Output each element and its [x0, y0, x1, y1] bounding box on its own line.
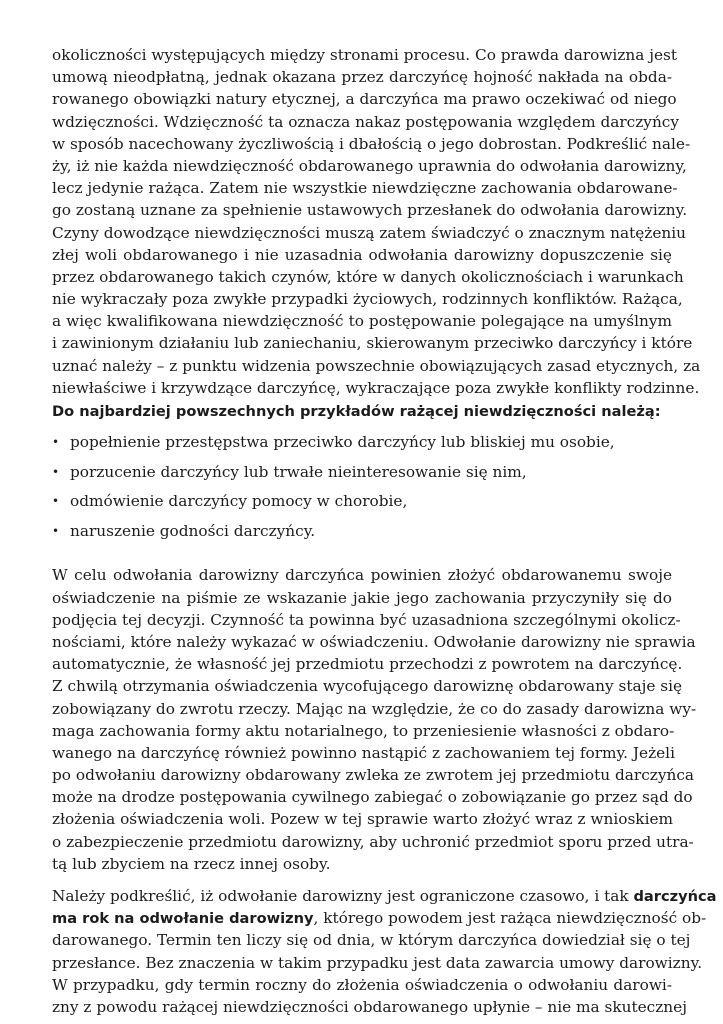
bullet-icon: • [52, 435, 60, 449]
text-line: niewłaściwe i krzywdzące darczyńcę, wykraczające poza zwykłe konflikty rodzinne. [52, 378, 700, 397]
text-line: a więc kwalifikowana niewdzięczność to postępowanie polegające na umyślnym [52, 312, 672, 331]
text-line: przez obdarowanego takich czynów, które w danych okolicznościach i warunkach [52, 267, 684, 286]
text-line: może na drodze postępowania cywilnego zabiegać o zobowiązanie go przez sąd do [52, 788, 693, 807]
paragraph-ingratitude [52, 44, 701, 399]
text-line: złożenia oświadczenia woli. Pozew w tej sprawie warto złożyć wraz z wnioskiem [52, 810, 674, 829]
text-line: przesłance. Bez znaczenia w takim przypadku jest data zawarcia umowy darowizny. [52, 953, 703, 972]
bullet-icon: • [52, 494, 60, 509]
spacer [52, 875, 672, 885]
document-page [52, 44, 717, 1018]
text-line: o zabezpieczenie przedmiotu darowizny, aby uchronić przedmiot sporu przed utra- [52, 832, 694, 851]
text-line [52, 907, 707, 929]
text-line: ży, iż nie każda niewdzięczność obdarowanego uprawnia do odwołania darowizny, [52, 156, 687, 175]
text-line: oświadczenie na piśmie ze wskazanie jakie jego zachowania przyczyniły się do [52, 588, 672, 607]
text-line: tą lub zbyciem na rzecz innej osoby. [52, 854, 331, 873]
text-line: podjęcia tej decyzji. Czynność ta powinna być uzasadniona szczególnymi okolicz- [52, 610, 681, 629]
text-line: okoliczności występujących między stronami procesu. Co prawda darowizna jest [52, 46, 678, 64]
text-line: wdzięczności. Wdzięczność ta oznacza nakaz postępowania względem darczyńcy [52, 112, 680, 131]
bold-phrase: ma rok na odwołanie darowizny [52, 910, 314, 928]
text-line: w sposób nacechowany życzliwością i dbałością o jego dobrostan. Podkreślić nale- [52, 134, 691, 153]
text-line: złej woli obdarowanego i nie uzasadnia odwołania darowizny dopuszczenie się [52, 245, 672, 264]
text-line: maga zachowania formy aktu notarialnego, to przeniesienie własności z obdaro- [52, 721, 675, 740]
examples-heading: Do najbardziej powszechnych przykładów rażącej niewdzięczności należą: [52, 403, 661, 420]
text-line: lecz jedynie rażąca. Zatem nie wszystkie niewdzięczne zachowania obdarowane- [52, 179, 678, 198]
paragraph-revocation [52, 564, 697, 875]
text-line: nościami, które należy wykazać w oświadczeniu. Odwołanie darowizny nie sprawia [52, 632, 696, 651]
text-run: Należy podkreślić, iż odwołanie darowizny jest ograniczone czasowo, i tak [52, 887, 634, 905]
list-item-text: popełnienie przestępstwa przeciwko darczyńcy lub bliskiej mu osobie, [70, 433, 615, 451]
text-line: zny z powodu rażącej niewdzięczności obdarowanego upłynie – nie ma skutecznej [52, 997, 687, 1016]
list-item [52, 487, 672, 517]
text-line: W celu odwołania darowizny darczyńca powinien złożyć obdarowanemu swoje [52, 566, 672, 585]
paragraph-time-limit [52, 885, 717, 1018]
text-line: automatycznie, że własność jej przedmiotu przechodzi z powrotem na darczyńcę. [52, 655, 683, 674]
text-line: go zostaną uznane za spełnienie ustawowych przesłanek do odwołania darowizny. [52, 201, 688, 220]
text-line: zobowiązany do zwrotu rzeczy. Mając na względzie, że co do zasady darowizna wy- [52, 699, 697, 718]
text-line: rowanego obowiązki natury etycznej, a darczyńca ma prawo oczekiwać od niego [52, 90, 677, 109]
spacer [52, 546, 672, 564]
list-item [52, 458, 672, 488]
bullet-icon: • [52, 523, 60, 538]
bold-phrase: darczyńca [633, 888, 717, 905]
list-item-text: odmówienie darczyńcy pomocy w chorobie, [70, 492, 408, 511]
text-line: i zawinionym działaniu lub zaniechaniu, skierowanym przeciwko darczyńcy i które [52, 334, 693, 353]
text-line: W przypadku, gdy termin roczny do złożenia oświadczenia o odwołaniu darowi- [52, 975, 672, 994]
text-line: umową nieodpłatną, jednak okazana przez darczyńcę hojność nakłada na obda- [52, 68, 672, 87]
text-line [52, 885, 717, 907]
list-item-text: porzucenie darczyńcy lub trwałe nieinteresowanie się nim, [70, 462, 527, 481]
text-line: nie wykraczały poza zwykłe przypadki życiowych, rodzinnych konfliktów. Rażąca, [52, 290, 683, 309]
text-line: po odwołaniu darowizny obdarowany zwleka ze zwrotem jej przedmiotu darczyńca [52, 766, 695, 785]
examples-list [52, 428, 672, 546]
bullet-icon: • [52, 464, 60, 479]
text-line: Czyny dowodzące niewdzięczności muszą zatem świadczyć o znacznym natężeniu [52, 223, 686, 242]
text-line: wanego na darczyńcę również powinno nastąpić z zachowaniem tej formy. Jeżeli [52, 743, 675, 762]
list-item [52, 517, 672, 547]
text-line: darowanego. Termin ten liczy się od dnia, w którym darczyńca dowiedział się o tej [52, 931, 691, 950]
text-run: , którego powodem jest rażąca niewdzięczność ob- [313, 909, 707, 928]
text-line: Z chwilą otrzymania oświadczenia wycofującego darowiznę obdarowany staje się [52, 677, 683, 696]
list-item-text: naruszenie godności darczyńcy. [70, 521, 316, 540]
list-item [52, 428, 672, 458]
text-line: uznać należy – z punktu widzenia powszechnie obowiązujących zasad etycznych, za [52, 356, 701, 375]
